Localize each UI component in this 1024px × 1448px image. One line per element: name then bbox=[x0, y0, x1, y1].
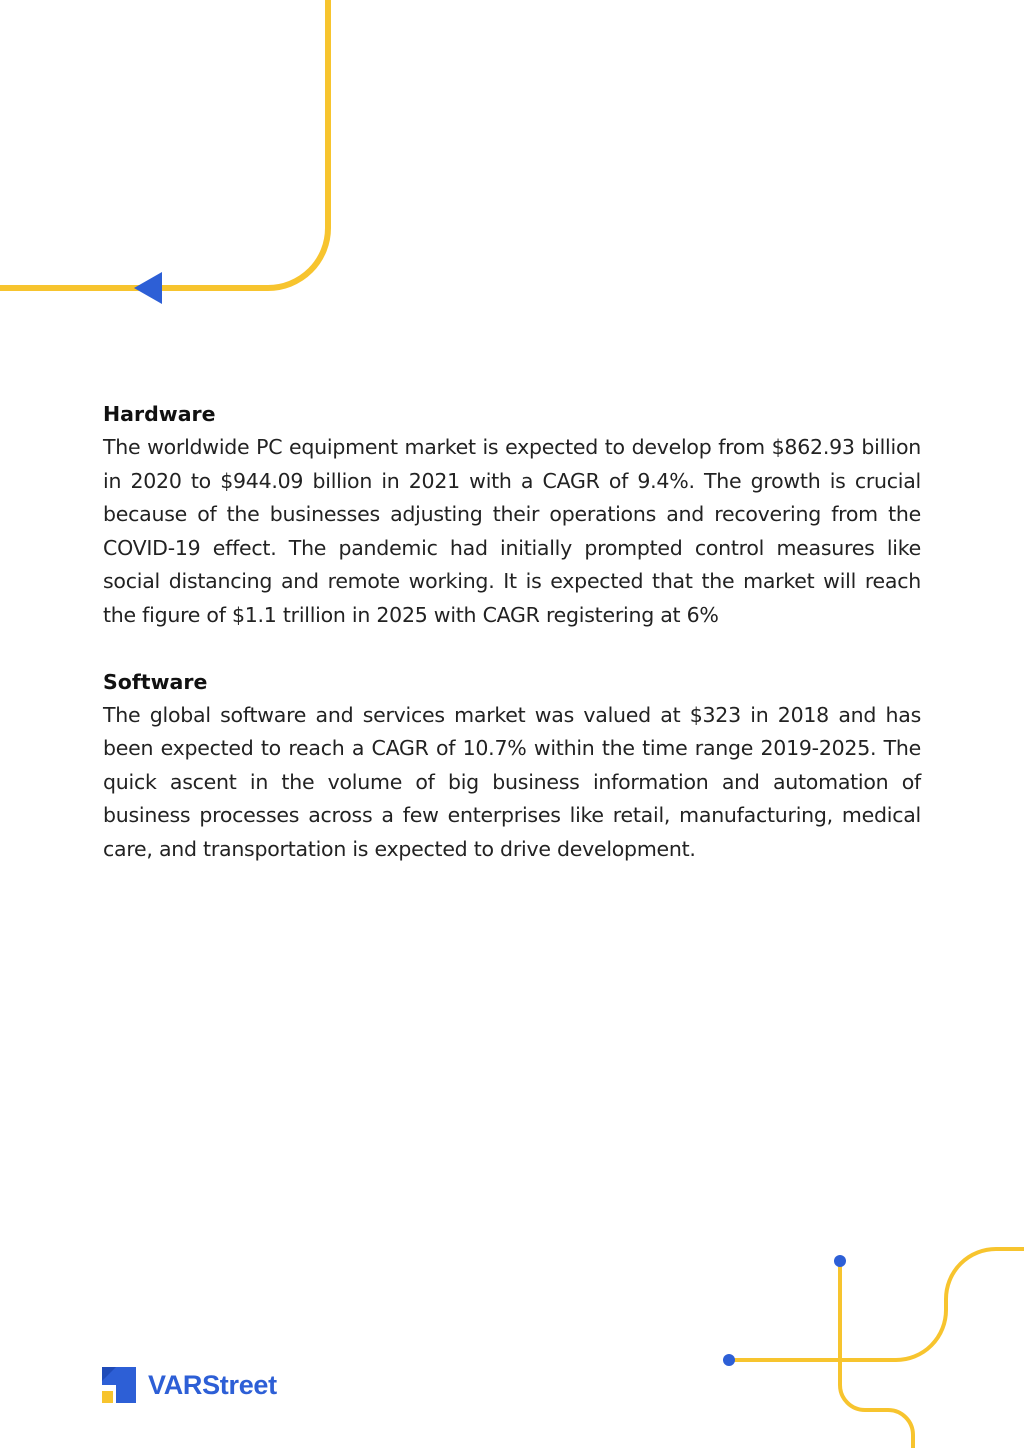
logo-text: VARStreet bbox=[148, 1369, 277, 1400]
varstreet-logo-icon bbox=[102, 1367, 136, 1403]
main-content bbox=[103, 398, 921, 867]
horizontal-connector-line bbox=[729, 1249, 1024, 1360]
section-body: The worldwide PC equipment market is expected to develop from $862.93 billion in 2020 to $944.09 billion in 2021 with a CAGR of 9.4%. The growth is crucial because of the businesses adjusting their operations and recovering from the COVID-19 effect. The pandemic had initially prompted control measures like social distancing and remote working. It is expected that the market will reach the figure of $1.1 trillion in 2025 with CAGR registering at 6% bbox=[103, 435, 921, 627]
varstreet-logo bbox=[102, 1367, 277, 1403]
node-dot-icon bbox=[834, 1255, 846, 1267]
top-connector-line bbox=[0, 0, 328, 288]
hardware-section bbox=[103, 398, 921, 633]
left-arrow-icon bbox=[134, 272, 162, 304]
bottom-decoration bbox=[723, 1249, 1024, 1448]
vertical-connector-line bbox=[840, 1261, 913, 1448]
section-body: The global software and services market was valued at $323 in 2018 and has been expected to reach a CAGR of 10.7% within the time range 2019-2025. The quick ascent in the volume of big business information and automation of business processes across a few enterprises like retail, manufacturing, medical care, and transportation is expected to drive development. bbox=[103, 702, 921, 861]
node-dot-icon bbox=[723, 1354, 735, 1366]
software-section bbox=[103, 666, 921, 867]
section-heading: Software bbox=[103, 669, 208, 694]
section-heading: Hardware bbox=[103, 402, 216, 426]
